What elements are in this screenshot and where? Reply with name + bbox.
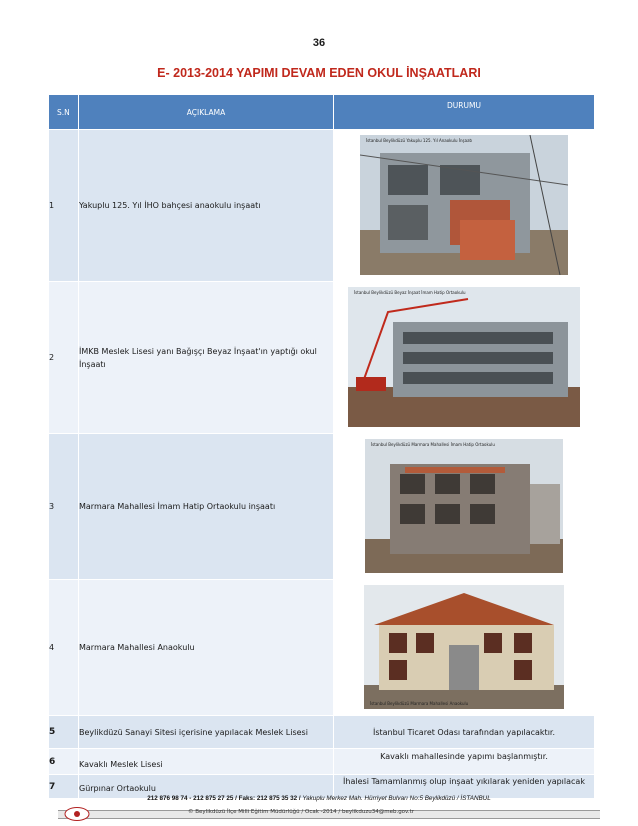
footer-phone: 212 876 98 74 - 212 875 27 25 / Faks: 212 875 35 32 / <box>147 795 301 802</box>
row-description: Gürpınar Ortaokulu <box>79 775 334 799</box>
table-row <box>49 580 595 716</box>
row-description: Yakuplu 125. Yıl İHO bahçesi anaokulu inşaatı <box>79 130 334 282</box>
header-status: DURUMU <box>334 95 595 130</box>
construction-photo-icon <box>364 585 564 709</box>
row-sn: 3 <box>49 434 79 580</box>
meb-logo-icon <box>64 806 90 820</box>
row-description: Kavaklı Meslek Lisesi <box>79 749 334 775</box>
table-row <box>49 716 595 749</box>
construction-photo-icon <box>360 135 568 275</box>
row-sn: 5 <box>49 716 79 749</box>
table-row <box>49 434 595 580</box>
construction-table <box>48 94 595 799</box>
row-sn: 1 <box>49 130 79 282</box>
header-description: AÇIKLAMA <box>79 95 334 130</box>
row-status: İhalesi Tamamlanmış olup inşaat yıkılarak yeniden yapılacak <box>334 775 595 799</box>
footer-bar <box>58 806 600 820</box>
row-status: Kavaklı mahallesinde yapımı başlanmıştır. <box>334 749 595 775</box>
photo-caption: İstanbul Beylikdüzü Beyaz İnşaat İmam Hatip Ortaokulu <box>354 289 466 295</box>
footer-contact <box>0 795 638 802</box>
row-sn: 4 <box>49 580 79 716</box>
row-sn: 2 <box>49 282 79 434</box>
footer-copyright: © Beylikdüzü İlçe Milli Eğitim Müdürlüğü / Ocak -2014 / beylikduzu34@meb.gov.tr <box>188 809 415 815</box>
row-description: Marmara Mahallesi Anaokulu <box>79 580 334 716</box>
photo-caption: İstanbul Beylikdüzü Marmara Mahallesi Anaokulu <box>370 700 469 706</box>
table-row <box>49 749 595 775</box>
construction-photo-icon <box>348 287 580 427</box>
row-description: Marmara Mahallesi İmam Hatip Ortaokulu inşaatı <box>79 434 334 580</box>
page-number: 36 <box>312 37 326 49</box>
row-sn: 7 <box>49 775 79 799</box>
footer-address: Yakuplu Merkez Mah. Hürriyet Bulvarı No:5 Beylikdüzü / İSTANBUL <box>302 795 491 802</box>
table-row <box>49 282 595 434</box>
row-status: İstanbul Ticaret Odası tarafından yapılacaktır. <box>334 716 595 749</box>
photo-caption: İstanbul Beylikdüzü Yakuplu 125. Yıl Anaokulu İnşaatı <box>366 137 473 143</box>
table-header-row <box>49 95 595 130</box>
row-description: Beylikdüzü Sanayi Sitesi içerisine yapılacak Meslek Lisesi <box>79 716 334 749</box>
header-sn: S.N <box>49 95 79 130</box>
page-title: E- 2013-2014 YAPIMI DEVAM EDEN OKUL İNŞAATLARI <box>157 66 481 80</box>
photo-caption: İstanbul Beylikdüzü Marmara Mahallesi İmam Hatip Ortaokulu <box>371 441 495 447</box>
construction-photo-icon <box>365 439 563 573</box>
table-row <box>49 130 595 282</box>
row-description: İMKB Meslek Lisesi yanı Bağışçı Beyaz İnşaat'ın yaptığı okul İnşaatı <box>79 282 334 434</box>
row-sn: 6 <box>49 749 79 775</box>
